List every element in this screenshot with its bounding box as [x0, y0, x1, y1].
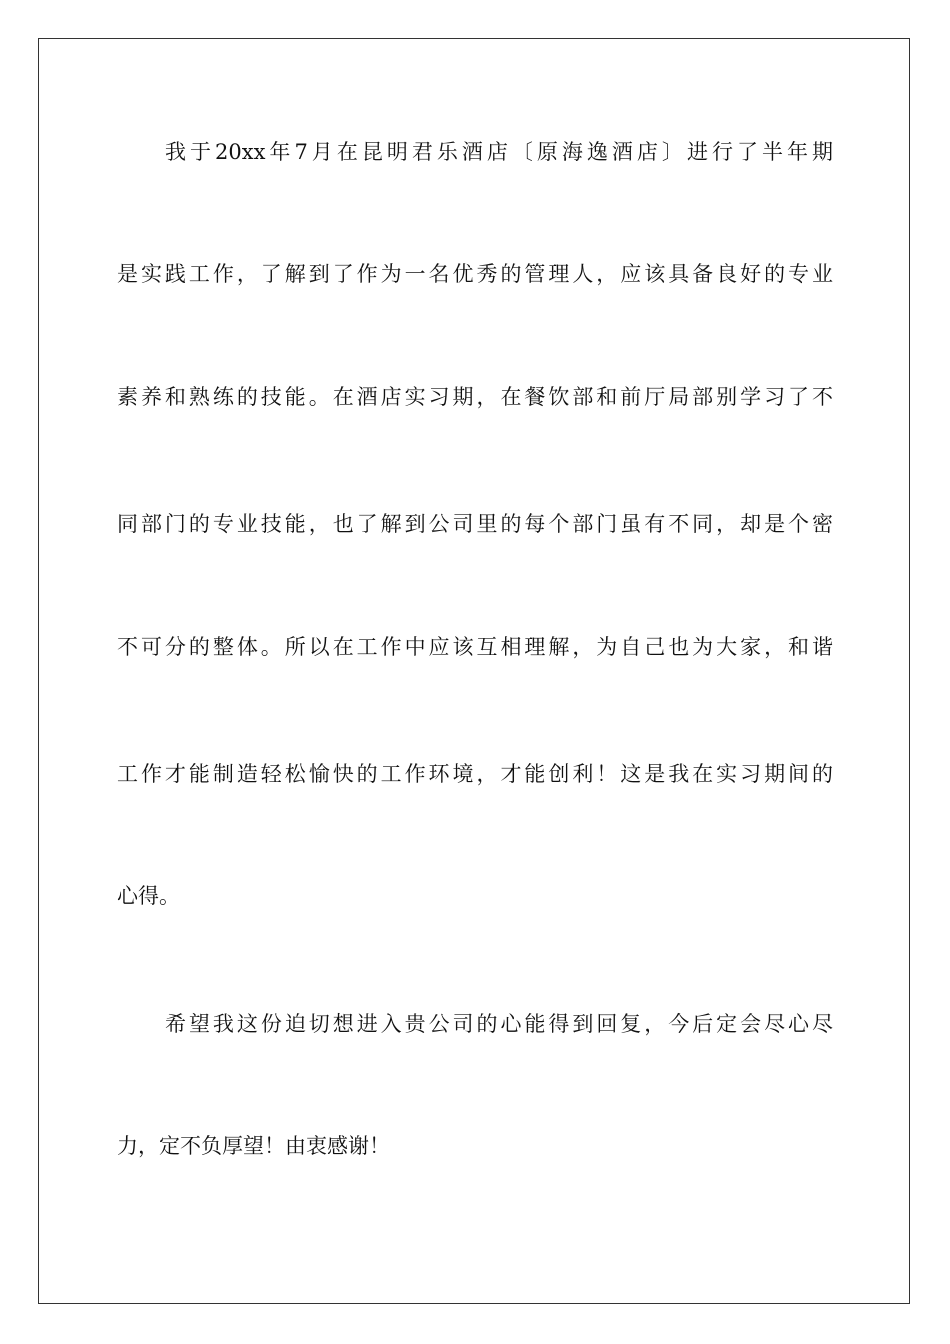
text-line: 希望我这份迫切想进入贵公司的心能得到回复，今后定会尽心尽 [165, 1012, 833, 1036]
text-line: 素养和熟练的技能。在酒店实习期，在餐饮部和前厅局部别学习了不 [117, 385, 833, 409]
text-line: 是实践工作，了解到了作为一名优秀的管理人，应该具备良好的专业 [117, 262, 833, 286]
text-line: 心得。 [117, 884, 180, 908]
text-line: 我于20xx年7月在昆明君乐酒店〔原海逸酒店〕进行了半年期 [165, 140, 833, 164]
text-line: 工作才能制造轻松愉快的工作环境，才能创利！这是我在实习期间的 [117, 762, 833, 786]
text-line: 同部门的专业技能，也了解到公司里的每个部门虽有不同，却是个密 [117, 512, 833, 536]
text-line: 不可分的整体。所以在工作中应该互相理解，为自己也为大家，和谐 [117, 635, 833, 659]
text-line: 力，定不负厚望！由衷感谢！ [117, 1134, 390, 1158]
page-border [38, 38, 910, 1304]
